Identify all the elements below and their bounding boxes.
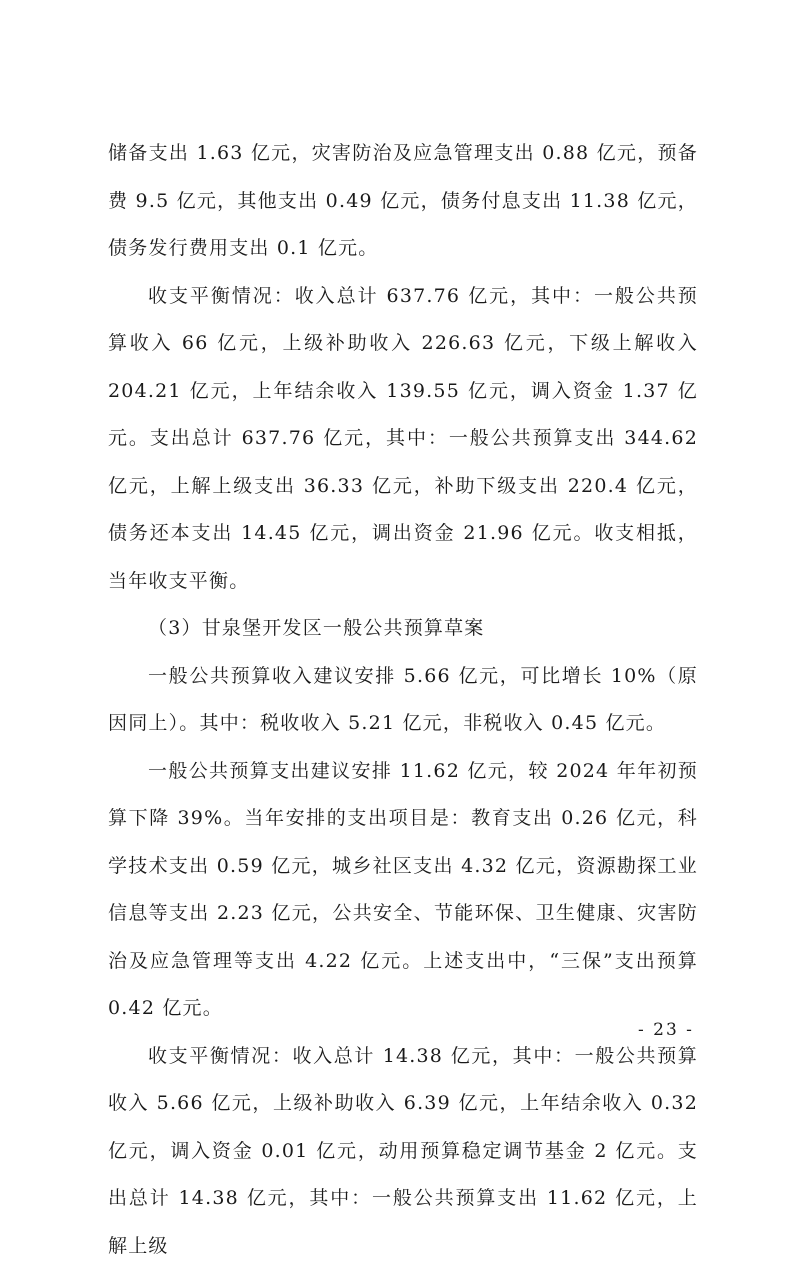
paragraph-balance-city: 收支平衡情况：收入总计 637.76 亿元，其中：一般公共预算收入 66 亿元，上级补助收入 226.63 亿元，下级上解收入 204.21 亿元，上年结余收入 139.55 亿元，调入资金 1.37 亿元。支出总计 637.76 亿元，其中：一般公共预算支出 344.62 亿元，上解上级支出 36.33 亿元，补助下级支出 220.4 亿元，债务还本支出 14.45 亿元，调出资金 21.96 亿元。收支相抵，当年收支平衡。	[108, 273, 698, 606]
document-body	[108, 130, 698, 1270]
paragraph-reserve-expenditure: 储备支出 1.63 亿元，灾害防治及应急管理支出 0.88 亿元，预备费 9.5 亿元，其他支出 0.49 亿元，债务付息支出 11.38 亿元，债务发行费用支出 0.1 亿元。	[108, 130, 698, 273]
section-heading-ganquanbao: （3）甘泉堡开发区一般公共预算草案	[108, 605, 698, 653]
page-number: - 23 -	[638, 1020, 694, 1040]
paragraph-revenue-plan: 一般公共预算收入建议安排 5.66 亿元，可比增长 10%（原因同上）。其中：税收收入 5.21 亿元，非税收入 0.45 亿元。	[108, 653, 698, 748]
paragraph-expenditure-plan: 一般公共预算支出建议安排 11.62 亿元，较 2024 年年初预算下降 39%。当年安排的支出项目是：教育支出 0.26 亿元，科学技术支出 0.59 亿元，城乡社区支出 4.32 亿元，资源勘探工业信息等支出 2.23 亿元，公共安全、节能环保、卫生健康、灾害防治及应急管理等支出 4.22 亿元。上述支出中，“三保”支出预算 0.42 亿元。	[108, 748, 698, 1033]
paragraph-balance-ganquanbao: 收支平衡情况：收入总计 14.38 亿元，其中：一般公共预算收入 5.66 亿元，上级补助收入 6.39 亿元，上年结余收入 0.32 亿元，调入资金 0.01 亿元，动用预算稳定调节基金 2 亿元。支出总计 14.38 亿元，其中：一般公共预算支出 11.62 亿元，上解上级	[108, 1033, 698, 1270]
